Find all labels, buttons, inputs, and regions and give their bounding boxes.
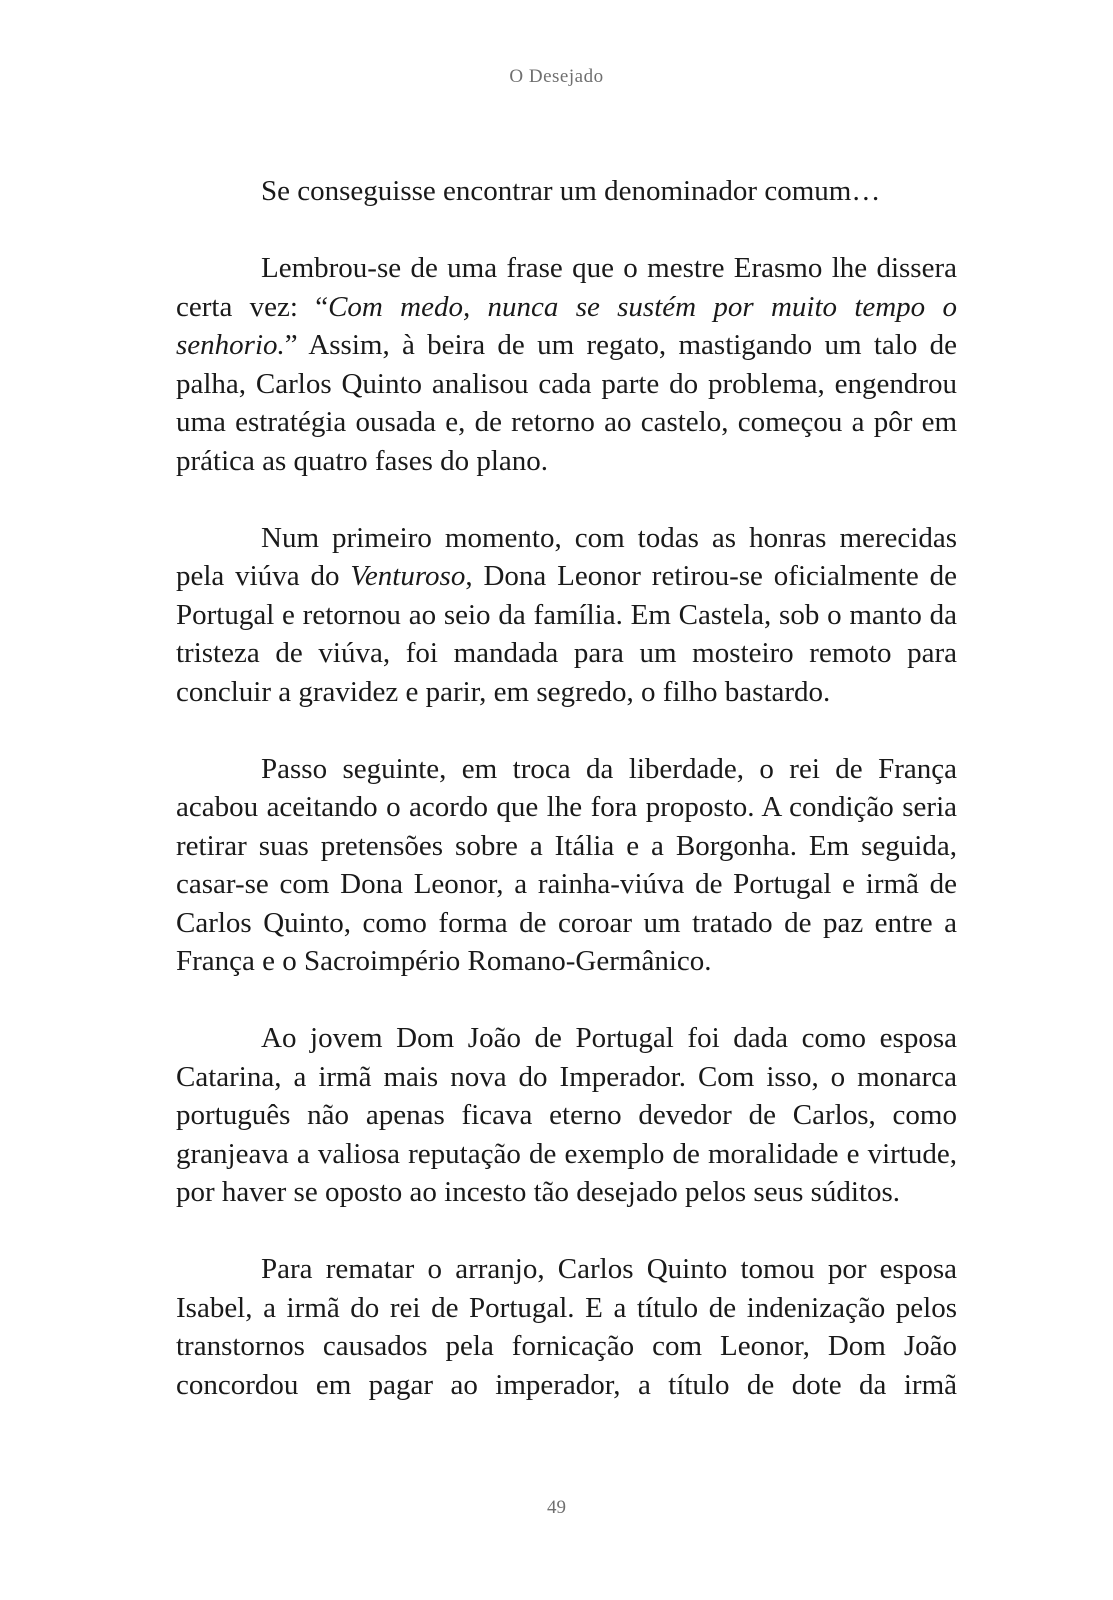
- running-title: O Desejado: [509, 66, 604, 87]
- paragraph-2-text-a: Lembrou-se de uma frase que o mestre Erasmo lhe dissera certa vez: “: [176, 252, 957, 323]
- paragraph-3: [176, 519, 957, 712]
- paragraph-3-text-a: Num primeiro momento, com todas as honras merecidas pela viúva do: [176, 521, 957, 592]
- paragraph-2: [176, 249, 957, 480]
- paragraph-2-text-b: ” Assim, à beira de um regato, mastigando um talo de palha, Carlos Quinto analisou cada parte do problema, engendrou uma estratégia ousada e, de retorno ao castelo, começou a pôr em prática as quatro fases do plano.: [176, 329, 957, 477]
- page-number: 49: [547, 1497, 566, 1518]
- paragraph-4: Passo seguinte, em troca da liberdade, o rei de França acabou aceitando o acordo que lhe fora proposto. A condição seria retirar suas pretensões sobre a Itália e a Borgonha. Em seguida, casar-se com Dona Leonor, a rainha-viúva de Portugal e irmã de Carlos Quinto, como forma de coroar um tratado de paz entre a França e o Sacroimpério Romano-Germânico.: [176, 752, 957, 977]
- paragraph-3-text-b: , Dona Leonor retirou-se oficialmente de Portugal e retornou ao seio da família. Em Castela, sob o manto da tristeza de viúva, foi mandada para um mosteiro remoto para concluir a gravidez e parir, em segredo, o filho bastardo.: [176, 560, 957, 708]
- venturoso-epithet: Venturoso: [350, 560, 466, 592]
- paragraph-6: Para rematar o arranjo, Carlos Quinto tomou por esposa Isabel, a irmã do rei de Portugal. E a título de indenização pelos transtornos causados pela fornicação com Leonor, Dom João concordou em pagar ao imperador, a título de dote da irmã: [176, 1253, 957, 1401]
- erasmus-quote: Com medo, nunca se sustém por muito tempo o senhorio.: [176, 290, 957, 361]
- paragraph-1: Se conseguisse encontrar um denominador comum…: [261, 175, 881, 207]
- paragraph-5: Ao jovem Dom João de Portugal foi dada como esposa Catarina, a irmã mais nova do Imperador. Com isso, o monarca português não apenas ficava eterno devedor de Carlos, como granjeava a valiosa reputação de exemplo de moralidade e virtude, por haver se oposto ao incesto tão desejado pelos seus súditos.: [176, 1022, 957, 1208]
- body-text: [176, 172, 957, 1404]
